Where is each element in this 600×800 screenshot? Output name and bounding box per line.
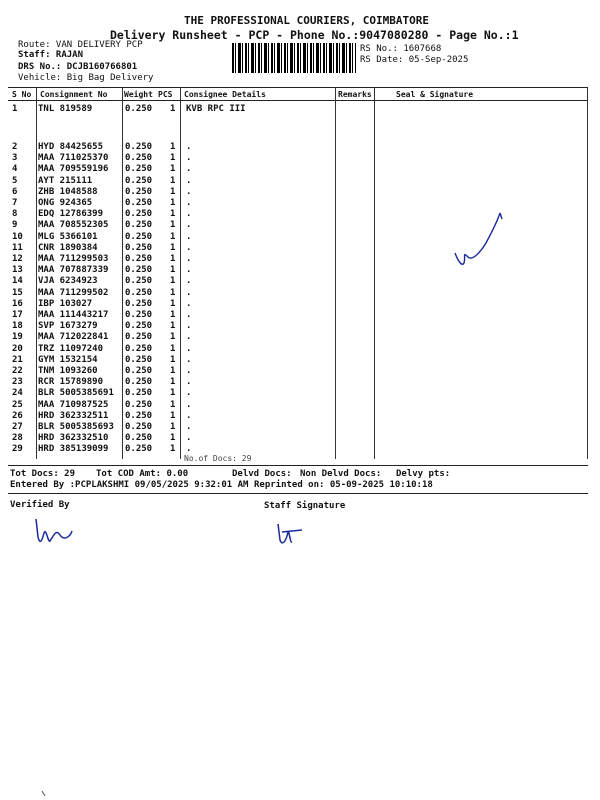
row-consignee-details: . [186,220,192,231]
verifier-signature [30,515,80,549]
route-label: Route: VAN DELIVERY PCP [18,40,143,50]
row-consignment-no: TRZ 11097240 [38,343,104,354]
row-consignment-no: TNM 1093260 [38,366,98,376]
row-pcs: 1 [170,265,176,276]
row-consignment-no: MAA 711299502 [38,287,109,298]
row-consignee-details: . [186,231,192,242]
docs-count: No.of Docs: 29 [184,454,252,463]
delvd-docs: Delvd Docs: [232,469,292,479]
row-weight: 0.250 [125,242,153,253]
row-pcs: 1 [170,388,176,399]
row-pcs: 1 [170,164,176,175]
row-consignment-no: EDQ 12786399 [38,209,104,220]
row-sno: 11 [12,242,23,253]
row-consignee-details: . [186,198,192,208]
row-consignment-no: MAA 708552305 [38,220,109,231]
row-pcs: 1 [170,310,176,320]
delvy-pts: Delvy pts: [396,469,451,479]
row-pcs: 1 [170,175,176,186]
row-consignment-no: MAA 707887339 [38,265,109,276]
row-pcs: 1 [170,276,176,287]
row-consignment-no: MAA 712022841 [38,332,109,343]
row-weight: 0.250 [125,220,153,231]
col-divider [36,87,37,459]
entered-by: Entered By :PCPLAKSHMI 09/05/2025 9:32:01 AM [10,480,249,490]
row-consignee-details: . [186,399,192,410]
row-sno: 23 [12,377,23,388]
barcode-image [232,43,356,73]
row-consignment-no: VJA 6234923 [38,276,98,287]
stray-mark [40,790,48,798]
row-consignment-no: HYD 84425655 [38,142,104,152]
row-weight: 0.250 [125,287,153,298]
row-consignee-details: . [186,175,192,186]
row-weight: 0.250 [125,186,153,197]
row-pcs: 1 [170,444,176,455]
row-weight: 0.250 [125,399,153,410]
row-pcs: 1 [170,298,176,309]
row-weight: 0.250 [125,276,153,287]
row-pcs: 1 [170,287,176,298]
row-sno: 18 [12,321,23,332]
row-pcs: 1 [170,220,176,231]
col-header-weight: Weight [124,90,153,99]
row-sno: 6 [12,186,18,197]
row-consignment-no: RCR 15789890 [38,377,104,388]
row-weight: 0.250 [125,142,153,152]
row-consignee-details: . [186,153,192,164]
row-weight: 0.250 [125,298,153,309]
col-divider [587,87,588,459]
row-pcs: 1 [170,332,176,343]
row-consignee-details: . [186,142,192,152]
row-consignment-no: GYM 1532154 [38,354,98,365]
col-header-sno: S No [12,90,32,99]
row-sno: 22 [12,366,23,376]
row-weight: 0.250 [125,198,153,208]
row-consignment-no: ONG 924365 [38,198,93,208]
table-header-border [8,100,588,101]
row-consignee-details: . [186,310,192,320]
row-weight: 0.250 [125,265,153,276]
row-weight: 0.250 [125,209,153,220]
row-consignee-details: . [186,242,192,253]
row-consignment-no: BLR 5005385691 [38,388,114,399]
row-consignee-details: . [186,410,192,421]
non-delvd-docs: Non Delvd Docs: [300,469,382,479]
row-consignee-details: . [186,321,192,332]
row-consignment-no: MLG 5366101 [38,231,98,242]
row-consignee-details: . [186,332,192,343]
row-weight: 0.250 [125,354,153,365]
receiver-signature [440,205,510,275]
row-consignment-no: IBP 103027 [38,298,93,309]
row-weight: 0.250 [125,153,153,164]
row-sno: 20 [12,343,23,354]
row-weight: 0.250 [125,410,153,421]
totals-bottom-border [8,493,588,494]
col-header-pcs: PCS [158,90,173,99]
col-divider [122,87,123,459]
row-sno: 10 [12,231,23,242]
runsheet-title: Delivery Runsheet - PCP - Phone No.:9047080280 - Page No.:1 [110,28,519,42]
verified-by-label: Verified By [10,500,70,510]
row-sno: 4 [12,164,18,175]
row-consignee-details: . [186,444,192,455]
row-consignment-no: BLR 5005385693 [38,422,114,432]
row-pcs: 1 [170,399,176,410]
row-sno: 29 [12,444,23,455]
row-pcs: 1 [170,142,176,152]
row-consignee-details: . [186,354,192,365]
rs-no: RS No.: 1607668 [360,44,442,54]
row-weight: 0.250 [125,343,153,354]
row-sno: 12 [12,254,23,264]
col-divider [374,87,375,459]
row-pcs: 1 [170,366,176,376]
row-sno: 27 [12,422,23,432]
row-consignment-no: CNR 1890384 [38,242,98,253]
row-weight: 0.250 [125,366,153,376]
row-consignee-details: . [186,366,192,376]
drs-no: DRS No.: DCJB160766801 [18,62,138,72]
row-weight: 0.250 [125,310,153,320]
row-pcs: 1 [170,433,176,444]
row-consignment-no: MAA 710987525 [38,399,109,410]
row-pcs: 1 [170,104,176,114]
row-pcs: 1 [170,354,176,365]
vehicle-label: Vehicle: Big Bag Delivery [18,73,154,83]
row-consignee-details: . [186,287,192,298]
row-consignee-details: . [186,433,192,444]
row-consignee-details: . [186,265,192,276]
row-pcs: 1 [170,198,176,208]
row-consignee-details: KVB RPC III [186,104,246,114]
row-sno: 17 [12,310,23,320]
row-consignment-no: MAA 711299503 [38,254,109,264]
tot-docs: Tot Docs: 29 [10,469,76,479]
row-pcs: 1 [170,209,176,220]
row-consignment-no: ZHB 1048588 [38,186,98,197]
row-consignee-details: . [186,422,192,432]
row-consignment-no: AYT 215111 [38,175,93,186]
row-weight: 0.250 [125,433,153,444]
row-sno: 26 [12,410,23,421]
row-pcs: 1 [170,343,176,354]
row-sno: 1 [12,104,18,114]
row-consignment-no: SVP 1673279 [38,321,98,332]
row-consignee-details: . [186,377,192,388]
row-pcs: 1 [170,186,176,197]
row-sno: 19 [12,332,23,343]
row-consignee-details: . [186,388,192,399]
col-divider [335,87,336,459]
row-weight: 0.250 [125,377,153,388]
row-pcs: 1 [170,231,176,242]
staff-signature [272,518,308,548]
row-pcs: 1 [170,377,176,388]
row-pcs: 1 [170,422,176,432]
row-weight: 0.250 [125,422,153,432]
row-consignee-details: . [186,343,192,354]
row-weight: 0.250 [125,321,153,332]
row-weight: 0.250 [125,175,153,186]
row-sno: 9 [12,220,18,231]
row-sno: 28 [12,433,23,444]
row-weight: 0.250 [125,332,153,343]
row-consignee-details: . [186,209,192,220]
table-top-border [8,87,588,88]
row-weight: 0.250 [125,104,153,114]
row-pcs: 1 [170,153,176,164]
col-header-seal: Seal & Signature [396,90,474,99]
row-pcs: 1 [170,410,176,421]
row-sno: 14 [12,276,23,287]
col-divider [180,87,181,459]
row-weight: 0.250 [125,444,153,455]
row-weight: 0.250 [125,388,153,399]
row-consignment-no: HRD 362332510 [38,433,109,444]
company-name: THE PROFESSIONAL COURIERS, COIMBATORE [184,14,430,27]
row-consignment-no: TNL 819589 [38,104,93,114]
row-consignee-details: . [186,276,192,287]
row-consignee-details: . [186,254,192,264]
row-sno: 7 [12,198,18,208]
row-consignment-no: MAA 111443217 [38,310,109,320]
row-consignment-no: MAA 711025370 [38,153,109,164]
totals-top-border [8,465,588,466]
col-header-remarks: Remarks [338,90,372,99]
row-consignee-details: . [186,186,192,197]
col-header-consignment: Consignment No [40,90,108,99]
row-sno: 8 [12,209,18,220]
row-sno: 21 [12,354,23,365]
rs-date: RS Date: 05-Sep-2025 [360,55,469,65]
row-sno: 13 [12,265,23,276]
row-consignment-no: MAA 709559196 [38,164,109,175]
row-sno: 2 [12,142,18,152]
row-pcs: 1 [170,321,176,332]
row-consignee-details: . [186,298,192,309]
row-weight: 0.250 [125,231,153,242]
row-pcs: 1 [170,254,176,264]
row-sno: 15 [12,287,23,298]
row-weight: 0.250 [125,164,153,175]
row-consignment-no: HRD 362332511 [38,410,109,421]
row-pcs: 1 [170,242,176,253]
row-sno: 25 [12,399,23,410]
row-sno: 16 [12,298,23,309]
col-header-consignee: Consignee Details [184,90,266,99]
reprinted-on: Reprinted on: 05-09-2025 10:10:18 [254,480,433,490]
row-consignment-no: HRD 385139099 [38,444,109,455]
row-consignee-details: . [186,164,192,175]
row-sno: 5 [12,175,18,186]
tot-cod-amt: Tot COD Amt: 0.00 [96,469,189,479]
staff-signature-label: Staff Signature [264,501,346,511]
row-sno: 24 [12,388,23,399]
row-weight: 0.250 [125,254,153,264]
staff-label: Staff: RAJAN [18,50,84,60]
row-sno: 3 [12,153,18,164]
